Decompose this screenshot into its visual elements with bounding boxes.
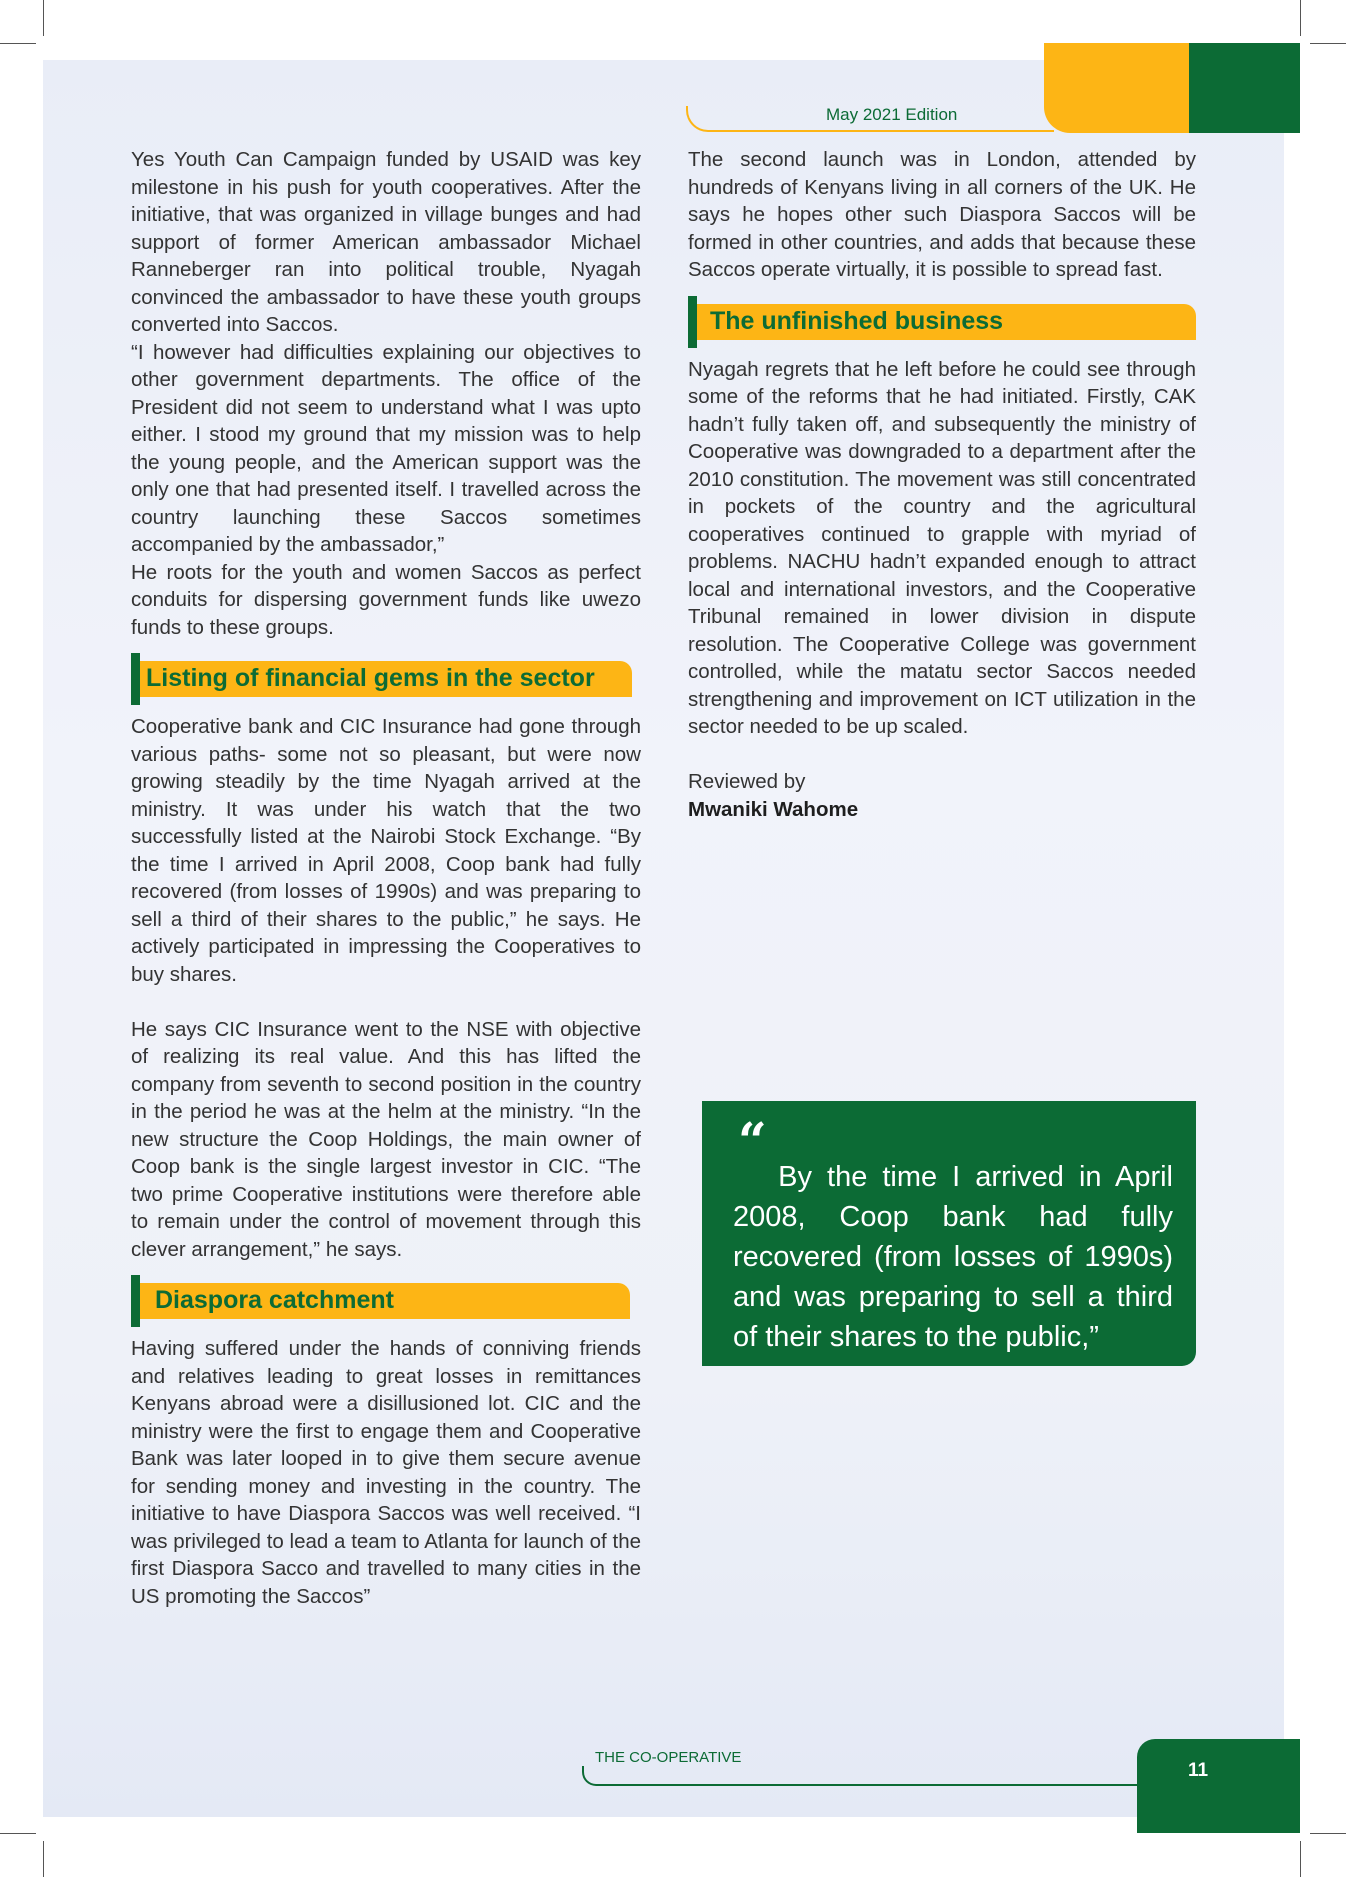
section-heading-text: Diaspora catchment (155, 1286, 394, 1314)
reviewer-name: Mwaniki Wahome (688, 797, 859, 821)
section-heading-text: The unfinished business (710, 306, 1004, 335)
reviewed-label: Reviewed by (688, 770, 806, 793)
footer-rule (582, 1766, 1137, 1786)
paragraph: The second launch was in London, attended by hundreds of Kenyans living in all corners of the UK. He says he hopes other such Diaspora Saccos will be formed in other countries, and adds that because these Saccos operate virtually, it is possible to spread fast. (688, 148, 1196, 281)
pull-quote-body: By the time I arrived in April 2008, Coop bank had fully recovered (from losses of 1990s) and was preparing to sell a third of their shares to the public,” (733, 1161, 1173, 1353)
heading-bar-green (131, 653, 140, 705)
paragraph: Yes Youth Can Campaign funded by USAID was key milestone in his push for youth cooperatives. After the initiative, that was organized in village bunges and had support of former American ambassador Michael Ranneberger ran into political trouble, Nyagah convinced the ambassador to have these youth groups converted into Saccos. (131, 148, 641, 336)
right-column (688, 146, 1196, 823)
paragraph: Cooperative bank and CIC Insurance had gone through various paths- some not so pleasant, but were now growing steadily by the time Nyagah arrived at the ministry. It was under his watch that the two successfully listed at the Nairobi Stock Exchange. “By the time I arrived in April 2008, Coop bank had fully recovered (from losses of 1990s) and was preparing to sell a third of their shares to the public,” he says. He actively participated in impressing the Cooperatives to buy shares. (131, 715, 641, 986)
crop-mark (1310, 1833, 1346, 1834)
section-heading-unfinished (688, 302, 1196, 342)
page-number: 11 (1188, 1760, 1209, 1781)
page-number-tab (1137, 1739, 1300, 1833)
edition-label: May 2021 Edition (826, 105, 958, 124)
pull-quote (702, 1101, 1196, 1366)
paragraph: Nyagah regrets that he left before he could see through some of the reforms that he had initiated. Firstly, CAK hadn’t fully taken off, and subsequently the ministry of Cooperative was downgraded to a department after the 2010 constitution. The movement was still concentrated in pockets of the country and the agricultural cooperatives continued to grapple with myriad of problems. NACHU hadn’t expanded enough to attract local and international investors, and the Cooperative Tribunal remained in lower division in dispute resolution. The Cooperative College was government controlled, while the matatu sector Saccos needed strengthening and improvement on ICT utilization in the sector needed to be up scaled. (688, 357, 1196, 738)
paragraph: He says CIC Insurance went to the NSE with objective of realizing its real value. And this has lifted the company from seventh to second position in the country in the period he was at the helm at the ministry. “In the new structure the Coop Holdings, the main owner of Coop bank is the single largest investor in CIC. “The two prime Cooperative institutions were therefore able to remain under the control of movement through this clever arrangement,” he says. (131, 1017, 641, 1261)
header-accent-yellow (1044, 43, 1192, 133)
pull-quote-text (733, 1157, 1173, 1357)
heading-bar-green (688, 296, 697, 348)
paragraph: He roots for the youth and women Saccos as perfect conduits for dispersing government funds like uwezo funds to these groups. (131, 560, 641, 639)
section-heading-diaspora (131, 1281, 641, 1321)
paragraph: “I however had difficulties explaining our objectives to other government departments. The office of the President did not seem to understand what I was upto either. I stood my ground that my mission was to help the young people, and the American support was the only one that had presented itself. I travelled across the country launching these Saccos sometimes accompanied by the ambassador,” (131, 340, 641, 556)
crop-mark (43, 1841, 44, 1877)
quote-mark-icon: “ (738, 1111, 767, 1170)
paragraph: Having suffered under the hands of conniving friends and relatives leading to great losses in remittances Kenyans abroad were a disillusioned lot. CIC and the ministry were the first to engage them and Cooperative Bank was later looped in to give them secure avenue for sending money and investing in the country. The initiative to have Diaspora Saccos was well received. “I was privileged to lead a team to Atlanta for launch of the first Diaspora Sacco and travelled to many cities in the US promoting the Saccos” (131, 1337, 641, 1608)
crop-mark (1300, 0, 1301, 36)
section-heading-text: Listing of financial gems in the sector (146, 664, 595, 692)
crop-mark (1310, 43, 1346, 44)
crop-mark (0, 43, 36, 44)
left-column (131, 146, 641, 1610)
header-accent-green (1189, 43, 1300, 133)
crop-mark (43, 0, 44, 36)
section-heading-listing (131, 659, 641, 699)
publication-name: THE CO-OPERATIVE (595, 1749, 742, 1766)
crop-mark (1300, 1841, 1301, 1877)
crop-mark (0, 1833, 36, 1834)
heading-bar-green (131, 1275, 140, 1327)
